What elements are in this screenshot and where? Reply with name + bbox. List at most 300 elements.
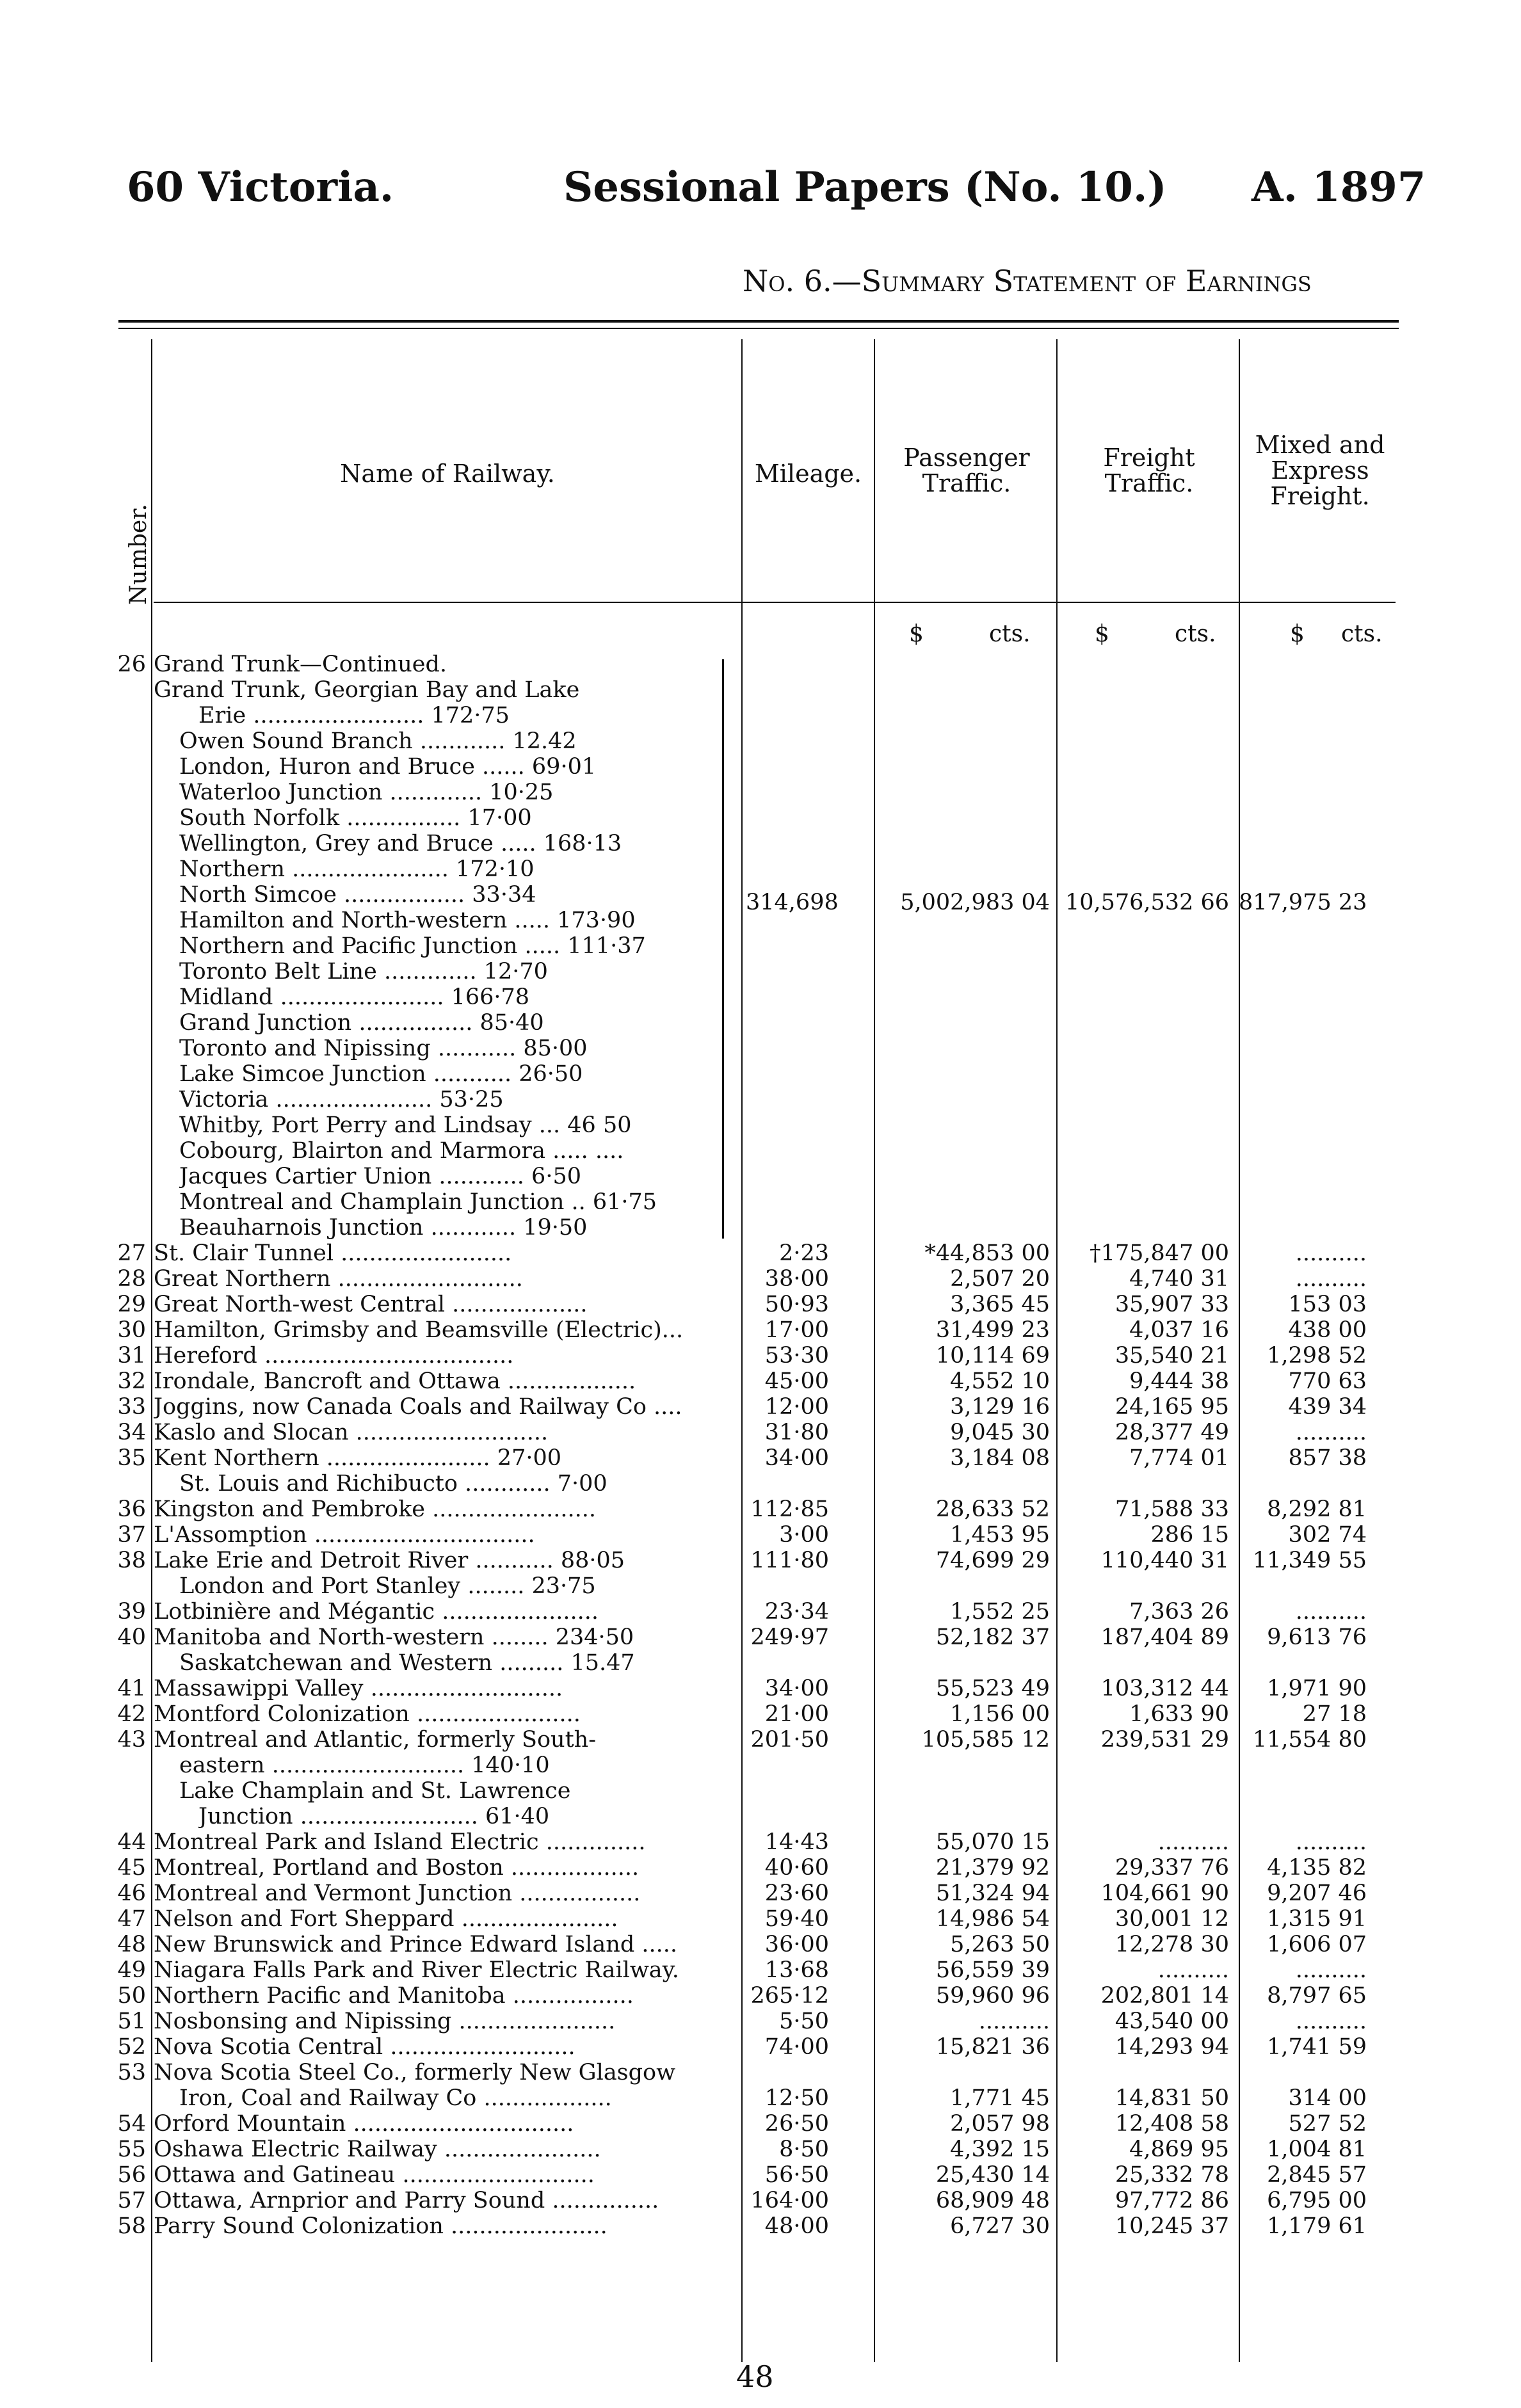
table-row: [0, 2034, 1521, 2060]
mixed-cell: 302 74: [1288, 1522, 1367, 1548]
railway-name: Montreal and Champlain Junction .. 61·75: [179, 1189, 657, 1215]
col-freight-header: Freight Traffic.: [1103, 444, 1195, 497]
freight-dollar: $: [1095, 621, 1109, 647]
railway-name: Montreal and Vermont Junction .................: [154, 1881, 641, 1906]
railway-name: Oshawa Electric Railway ......................: [154, 2137, 601, 2162]
passenger-cell: 1,156 00: [950, 1701, 1050, 1727]
mileage-cell: 265·12: [750, 1983, 829, 2009]
mixed-cell: 9,613 76: [1267, 1625, 1367, 1650]
mileage-cell: 12·50: [764, 2085, 829, 2111]
col-name-header: Name of Railway.: [340, 460, 555, 488]
passenger-cell: 5,263 50: [950, 1932, 1050, 1957]
mileage-cell: 34·00: [764, 1676, 829, 1701]
railway-name: Kaslo and Slocan ...........................: [154, 1420, 549, 1445]
table-row: [0, 1778, 1521, 1804]
row-number: 50: [117, 1983, 146, 2009]
mixed-cell: 9,207 46: [1267, 1881, 1367, 1906]
table-row: [0, 984, 1521, 1010]
railway-name: Northern and Pacific Junction ..... 111·37: [179, 933, 646, 959]
mixed-cell: 6,795 00: [1267, 2188, 1367, 2213]
mixed-cell: 8,292 81: [1267, 1497, 1367, 1522]
railway-name: Ottawa, Arnprior and Parry Sound ...............: [154, 2188, 659, 2213]
table-row: [0, 1010, 1521, 1036]
freight-cell: 12,408 58: [1115, 2111, 1229, 2137]
table-row: [0, 1292, 1521, 1317]
table-row: [0, 2188, 1521, 2213]
freight-cell: 12,278 30: [1115, 1932, 1229, 1957]
table-row: [0, 1701, 1521, 1727]
railway-name: Iron, Coal and Railway Co ..................: [179, 2085, 612, 2111]
table-row: [0, 1061, 1521, 1087]
mileage-cell: 14·43: [764, 1829, 829, 1855]
passenger-cell: 28,633 52: [935, 1497, 1050, 1522]
col-mileage-header: Mileage.: [754, 460, 862, 488]
railway-name: Hereford ...................................: [154, 1343, 514, 1369]
col-number-header: Number.: [125, 504, 152, 605]
mixed-cell: 770 63: [1288, 1369, 1367, 1394]
row-number: 48: [117, 1932, 146, 1957]
railway-name: London and Port Stanley ........ 23·75: [179, 1573, 596, 1599]
mixed-cell: 27 18: [1302, 1701, 1367, 1727]
table-row: [0, 1804, 1521, 1829]
grand-trunk-mileage: 314,698: [746, 890, 839, 915]
mixed-cell: 153 03: [1288, 1292, 1367, 1317]
freight-cell: 187,404 89: [1100, 1625, 1229, 1650]
railway-name: Grand Trunk—Continued.: [154, 652, 447, 677]
row-number: 27: [117, 1240, 146, 1266]
row-number: 52: [117, 2034, 146, 2060]
passenger-cell: 1,453 95: [950, 1522, 1050, 1548]
mileage-cell: 56·50: [764, 2162, 829, 2188]
passenger-cell: 31,499 23: [935, 1317, 1050, 1343]
table-row: [0, 1906, 1521, 1932]
mileage-cell: 48·00: [764, 2213, 829, 2239]
row-number: 36: [117, 1497, 146, 1522]
freight-cell: 10,245 37: [1115, 2213, 1229, 2239]
grand-trunk-mixed: 817,975 23: [1239, 890, 1367, 915]
table-row: [0, 856, 1521, 882]
freight-cell: 24,165 95: [1115, 1394, 1229, 1420]
table-row: [0, 1215, 1521, 1240]
railway-name: Northern Pacific and Manitoba .................: [154, 1983, 634, 2009]
table-row: [0, 805, 1521, 831]
passenger-cell: 2,057 98: [950, 2111, 1050, 2137]
mixed-cell: ..........: [1295, 1599, 1367, 1625]
mileage-cell: 26·50: [764, 2111, 829, 2137]
passenger-cell: 25,430 14: [935, 2162, 1050, 2188]
table-row: [0, 1522, 1521, 1548]
freight-cell: 286 15: [1150, 1522, 1229, 1548]
railway-name: North Simcoe ................. 33·34: [179, 882, 536, 908]
header-right: A. 1897: [1251, 163, 1426, 211]
grand-trunk-passenger: 5,002,983 04: [900, 890, 1050, 915]
mileage-cell: 45·00: [764, 1369, 829, 1394]
freight-cell: 103,312 44: [1100, 1676, 1229, 1701]
table-row: [0, 1855, 1521, 1881]
railway-name: Irondale, Bancroft and Ottawa ..................: [154, 1369, 636, 1394]
table-body: [0, 652, 1521, 2239]
freight-cell: 35,540 21: [1115, 1343, 1229, 1369]
table-row: [0, 677, 1521, 703]
mixed-cell: 4,135 82: [1267, 1855, 1367, 1881]
passenger-cell: 21,379 92: [935, 1855, 1050, 1881]
row-number: 54: [117, 2111, 146, 2137]
mileage-cell: 23·60: [764, 1881, 829, 1906]
mixed-cell: 1,298 52: [1267, 1343, 1367, 1369]
railway-name: Grand Trunk, Georgian Bay and Lake: [154, 677, 580, 703]
railway-name: Nova Scotia Steel Co., formerly New Glasgow: [154, 2060, 676, 2085]
row-number: 43: [117, 1727, 146, 1753]
table-row: [0, 2213, 1521, 2239]
railway-name: Hamilton and North-western ..... 173·90: [179, 908, 636, 933]
passenger-cell: 3,129 16: [950, 1394, 1050, 1420]
freight-cell: 7,363 26: [1129, 1599, 1229, 1625]
mileage-cell: 38·00: [764, 1266, 829, 1292]
mileage-cell: 8·50: [779, 2137, 829, 2162]
table-row: [0, 831, 1521, 856]
table-row: [0, 1036, 1521, 1061]
table-row: [0, 1548, 1521, 1573]
row-number: 38: [117, 1548, 146, 1573]
mixed-cell: 1,741 59: [1267, 2034, 1367, 2060]
row-number: 47: [117, 1906, 146, 1932]
table-row: [0, 1497, 1521, 1522]
table-row: [0, 1394, 1521, 1420]
freight-cell: 1,633 90: [1129, 1701, 1229, 1727]
row-number: 28: [117, 1266, 146, 1292]
railway-name: Toronto and Nipissing ........... 85·00: [179, 1036, 588, 1061]
railway-name: Montreal and Atlantic, formerly South-: [154, 1727, 597, 1753]
table-row: [0, 882, 1521, 908]
passenger-cell: 105,585 12: [921, 1727, 1050, 1753]
mileage-cell: 112·85: [750, 1497, 829, 1522]
freight-cts: cts.: [1175, 621, 1216, 647]
railway-name: Montreal Park and Island Electric ..............: [154, 1829, 646, 1855]
freight-cell: 97,772 86: [1115, 2188, 1229, 2213]
freight-cell: 28,377 49: [1115, 1420, 1229, 1445]
railway-name: Saskatchewan and Western ......... 15.47: [179, 1650, 635, 1676]
table-row: [0, 1727, 1521, 1753]
freight-cell: 35,907 33: [1115, 1292, 1229, 1317]
row-number: 37: [117, 1522, 146, 1548]
table-row: [0, 1240, 1521, 1266]
row-number: 30: [117, 1317, 146, 1343]
mixed-cell: 1,315 91: [1267, 1906, 1367, 1932]
freight-cell: 43,540 00: [1115, 2009, 1229, 2034]
railway-name: Joggins, now Canada Coals and Railway Co ....: [154, 1394, 682, 1420]
passenger-cell: 74,699 29: [935, 1548, 1050, 1573]
passenger-cell: 1,552 25: [950, 1599, 1050, 1625]
mileage-cell: 3·00: [779, 1522, 829, 1548]
passenger-dollar: $: [909, 621, 924, 647]
passenger-cell: ..........: [978, 2009, 1050, 2034]
passenger-cell: 9,045 30: [950, 1420, 1050, 1445]
freight-cell: ..........: [1157, 1957, 1229, 1983]
header-bottom-rule: [154, 602, 1396, 603]
row-number: 32: [117, 1369, 146, 1394]
row-number: 26: [117, 652, 146, 677]
mixed-cell: ..........: [1295, 1240, 1367, 1266]
table-row: [0, 2162, 1521, 2188]
mixed-cell: ..........: [1295, 1829, 1367, 1855]
passenger-cell: 3,365 45: [950, 1292, 1050, 1317]
row-number: 41: [117, 1676, 146, 1701]
freight-cell: 4,869 95: [1129, 2137, 1229, 2162]
table-row: [0, 933, 1521, 959]
table-row: [0, 1599, 1521, 1625]
mixed-cell: ..........: [1295, 1957, 1367, 1983]
row-number: 45: [117, 1855, 146, 1881]
railway-name: Ottawa and Gatineau ...........................: [154, 2162, 595, 2188]
railway-name: New Brunswick and Prince Edward Island .....: [154, 1932, 677, 1957]
railway-name: Toronto Belt Line ............. 12·70: [179, 959, 548, 984]
freight-cell: 9,444 38: [1129, 1369, 1229, 1394]
passenger-cell: 55,070 15: [935, 1829, 1050, 1855]
table-row: [0, 908, 1521, 933]
top-rule: [118, 320, 1399, 323]
row-number: 58: [117, 2213, 146, 2239]
table-row: [0, 1625, 1521, 1650]
mixed-cell: 1,971 90: [1267, 1676, 1367, 1701]
freight-cell: 14,831 50: [1115, 2085, 1229, 2111]
row-number: 29: [117, 1292, 146, 1317]
mileage-cell: 17·00: [764, 1317, 829, 1343]
railway-name: Owen Sound Branch ............ 12.42: [179, 728, 577, 754]
mixed-cell: 1,004 81: [1267, 2137, 1367, 2162]
table-row: [0, 1829, 1521, 1855]
freight-cell: 30,001 12: [1115, 1906, 1229, 1932]
table-row: [0, 1650, 1521, 1676]
freight-cell: 29,337 76: [1115, 1855, 1229, 1881]
freight-cell: ..........: [1157, 1829, 1229, 1855]
railway-name: Lake Erie and Detroit River ........... 88·05: [154, 1548, 625, 1573]
mileage-cell: 23·34: [764, 1599, 829, 1625]
passenger-cell: 3,184 08: [950, 1445, 1050, 1471]
mileage-cell: 249·97: [750, 1625, 829, 1650]
table-row: [0, 652, 1521, 677]
railway-name: L'Assomption ...............................: [154, 1522, 535, 1548]
row-number: 55: [117, 2137, 146, 2162]
table-row: [0, 2009, 1521, 2034]
railway-name: Beauharnois Junction ............ 19·50: [179, 1215, 588, 1240]
passenger-cell: 68,909 48: [935, 2188, 1050, 2213]
table-row: [0, 1164, 1521, 1189]
mileage-cell: 50·93: [764, 1292, 829, 1317]
railway-name: Great North-west Central ...................: [154, 1292, 588, 1317]
mileage-cell: 31·80: [764, 1420, 829, 1445]
mixed-cell: ..........: [1295, 2009, 1367, 2034]
mileage-cell: 5·50: [779, 2009, 829, 2034]
table-row: [0, 2111, 1521, 2137]
table-row: [0, 1112, 1521, 1138]
mileage-cell: 53·30: [764, 1343, 829, 1369]
railway-name: Montford Colonization .......................: [154, 1701, 581, 1727]
row-number: 42: [117, 1701, 146, 1727]
row-number: 53: [117, 2060, 146, 2085]
table-row: [0, 1676, 1521, 1701]
grand-trunk-freight: 10,576,532 66: [1065, 890, 1229, 915]
row-number: 44: [117, 1829, 146, 1855]
freight-cell: 104,661 90: [1100, 1881, 1229, 1906]
railway-name: Montreal, Portland and Boston ..................: [154, 1855, 640, 1881]
mileage-cell: 111·80: [750, 1548, 829, 1573]
mileage-cell: 74·00: [764, 2034, 829, 2060]
railway-name: Nelson and Fort Sheppard ......................: [154, 1906, 618, 1932]
mixed-cell: 11,349 55: [1252, 1548, 1367, 1573]
top-rule-2: [118, 328, 1399, 329]
table-row: [0, 1881, 1521, 1906]
passenger-cell: 4,552 10: [950, 1369, 1050, 1394]
freight-cell: 110,440 31: [1100, 1548, 1229, 1573]
mileage-cell: 21·00: [764, 1701, 829, 1727]
row-number: 56: [117, 2162, 146, 2188]
row-number: 46: [117, 1881, 146, 1906]
mileage-cell: 13·68: [764, 1957, 829, 1983]
table-row: [0, 1369, 1521, 1394]
freight-cell: 4,037 16: [1129, 1317, 1229, 1343]
table-row: [0, 754, 1521, 780]
passenger-cell: 4,392 15: [950, 2137, 1050, 2162]
mixed-cell: 1,606 07: [1267, 1932, 1367, 1957]
passenger-cell: 52,182 37: [935, 1625, 1050, 1650]
railway-name: Great Northern ..........................: [154, 1266, 523, 1292]
table-row: [0, 1471, 1521, 1497]
passenger-cell: 55,523 49: [935, 1676, 1050, 1701]
railway-name: Niagara Falls Park and River Electric Railway.: [154, 1957, 679, 1983]
passenger-cell: 2,507 20: [950, 1266, 1050, 1292]
table-row: [0, 1932, 1521, 1957]
mixed-cell: 314 00: [1288, 2085, 1367, 2111]
mixed-cell: 11,554 80: [1252, 1727, 1367, 1753]
table-row: [0, 780, 1521, 805]
row-number: 40: [117, 1625, 146, 1650]
row-number: 39: [117, 1599, 146, 1625]
row-number: 33: [117, 1394, 146, 1420]
col-mixed-header: Mixed and Express Freight.: [1255, 431, 1385, 510]
table-row: [0, 1445, 1521, 1471]
table-row: [0, 1343, 1521, 1369]
mileage-cell: 40·60: [764, 1855, 829, 1881]
railway-name: Jacques Cartier Union ............ 6·50: [179, 1164, 581, 1189]
railway-name: Parry Sound Colonization ......................: [154, 2213, 608, 2239]
railway-name: Grand Junction ................ 85·40: [179, 1010, 544, 1036]
railway-name: Lake Champlain and St. Lawrence: [179, 1778, 571, 1804]
page-folio: 48: [736, 2359, 774, 2394]
table-row: [0, 1957, 1521, 1983]
mileage-cell: 36·00: [764, 1932, 829, 1957]
freight-cell: 7,774 01: [1129, 1445, 1229, 1471]
railway-name: St. Clair Tunnel ........................: [154, 1240, 512, 1266]
header-center: Sessional Papers (No. 10.): [563, 163, 1167, 211]
table-row: [0, 1983, 1521, 2009]
railway-name: Kent Northern ....................... 27·00: [154, 1445, 562, 1471]
railway-name: St. Louis and Richibucto ............ 7·00: [179, 1471, 608, 1497]
railway-name: Nosbonsing and Nipissing ......................: [154, 2009, 616, 2034]
railway-name: Cobourg, Blairton and Marmora ..... ....: [179, 1138, 624, 1164]
mixed-cell: 439 34: [1288, 1394, 1367, 1420]
table-row: [0, 1138, 1521, 1164]
passenger-cell: 51,324 94: [935, 1881, 1050, 1906]
railway-name: Northern ...................... 172·10: [179, 856, 535, 882]
header-left: 60 Victoria.: [127, 163, 394, 211]
freight-cell: 4,740 31: [1129, 1266, 1229, 1292]
passenger-cell: 59,960 96: [935, 1983, 1050, 2009]
mileage-cell: 201·50: [750, 1727, 829, 1753]
railway-name: Orford Mountain ...............................: [154, 2111, 574, 2137]
table-row: [0, 1420, 1521, 1445]
railway-name: South Norfolk ................ 17·00: [179, 805, 532, 831]
table-row: [0, 2137, 1521, 2162]
mixed-cell: ..........: [1295, 1266, 1367, 1292]
railway-name: Wellington, Grey and Bruce ..... 168·13: [179, 831, 622, 856]
railway-name: Lake Simcoe Junction ........... 26·50: [179, 1061, 583, 1087]
mixed-cts: cts.: [1341, 621, 1383, 647]
railway-name: Waterloo Junction ............. 10·25: [179, 780, 554, 805]
table-row: [0, 1753, 1521, 1778]
freight-cell: 239,531 29: [1100, 1727, 1229, 1753]
table-row: [0, 1189, 1521, 1215]
row-number: 51: [117, 2009, 146, 2034]
table-row: [0, 728, 1521, 754]
table-caption: No. 6.—Summary Statement of Earnings: [743, 264, 1312, 298]
passenger-cell: 1,771 45: [950, 2085, 1050, 2111]
row-number: 49: [117, 1957, 146, 1983]
freight-cell: 14,293 94: [1115, 2034, 1229, 2060]
freight-cell: 202,801 14: [1100, 1983, 1229, 2009]
row-number: 34: [117, 1420, 146, 1445]
table-row: [0, 1317, 1521, 1343]
table-row: [0, 1266, 1521, 1292]
table-row: [0, 703, 1521, 728]
passenger-cell: *44,853 00: [924, 1240, 1050, 1266]
mileage-cell: 12·00: [764, 1394, 829, 1420]
table-row: [0, 959, 1521, 984]
passenger-cell: 15,821 36: [935, 2034, 1050, 2060]
railway-name: Nova Scotia Central ..........................: [154, 2034, 575, 2060]
railway-name: Victoria ...................... 53·25: [179, 1087, 504, 1112]
table-row: [0, 1573, 1521, 1599]
railway-name: Hamilton, Grimsby and Beamsville (Electric)...: [154, 1317, 684, 1343]
mileage-cell: 2·23: [779, 1240, 829, 1266]
railway-name: eastern ........................... 140·10: [179, 1753, 550, 1778]
railway-name: Erie ........................ 172·75: [198, 703, 510, 728]
mixed-cell: 2,845 57: [1267, 2162, 1367, 2188]
passenger-cell: 10,114 69: [935, 1343, 1050, 1369]
mileage-cell: 164·00: [750, 2188, 829, 2213]
row-number: 57: [117, 2188, 146, 2213]
row-number: 35: [117, 1445, 146, 1471]
freight-cell: 71,588 33: [1115, 1497, 1229, 1522]
railway-name: Kingston and Pembroke .......................: [154, 1497, 597, 1522]
mixed-cell: ..........: [1295, 1420, 1367, 1445]
mixed-cell: 8,797 65: [1267, 1983, 1367, 2009]
mixed-cell: 1,179 61: [1267, 2213, 1367, 2239]
railway-name: London, Huron and Bruce ...... 69·01: [179, 754, 597, 780]
mileage-cell: 34·00: [764, 1445, 829, 1471]
mixed-cell: 857 38: [1288, 1445, 1367, 1471]
table-row: [0, 2060, 1521, 2085]
col-passenger-header: Passenger Traffic.: [903, 444, 1030, 497]
railway-name: Whitby, Port Perry and Lindsay ... 46 50: [179, 1112, 632, 1138]
table-row: [0, 2085, 1521, 2111]
freight-cell: †175,847 00: [1090, 1240, 1229, 1266]
row-number: 31: [117, 1343, 146, 1369]
railway-name: Manitoba and North-western ........ 234·50: [154, 1625, 634, 1650]
mixed-dollar: $: [1290, 621, 1305, 647]
mileage-cell: 59·40: [764, 1906, 829, 1932]
mixed-cell: 438 00: [1288, 1317, 1367, 1343]
passenger-cts: cts.: [989, 621, 1031, 647]
